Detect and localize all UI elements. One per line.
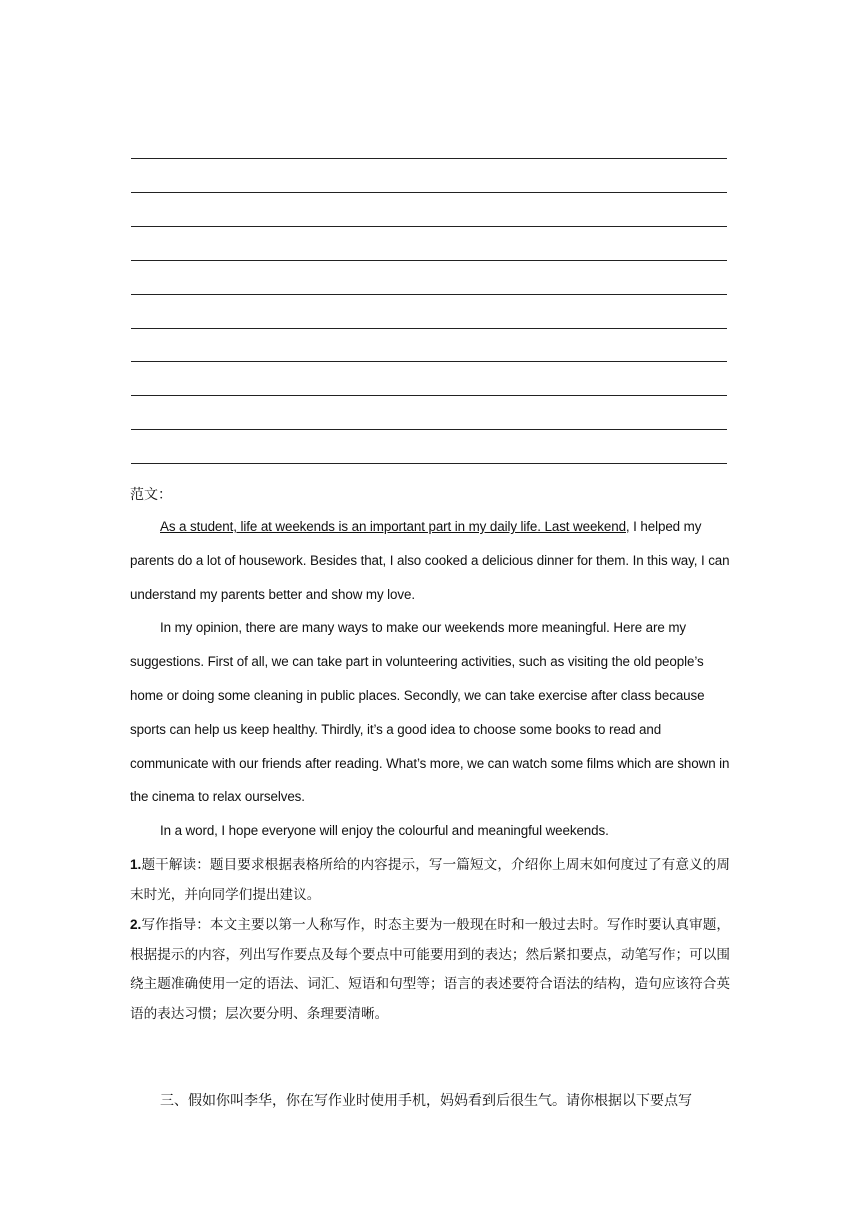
task-prompt: 三、假如你叫李华，你在写作业时使用手机，妈妈看到后很生气。请你根据以下要点写 (160, 1093, 692, 1109)
essay-paragraph-3: In a word, I hope everyone will enjoy the colourful and meaningful weekends. (160, 823, 609, 839)
essay-paragraph-1-rest: I helped my parents do a lot of housework. Besides that, I also cooked a delicious dinner for them. In this way, I can understand my parents better and show my love. (130, 519, 730, 602)
essay-paragraph-1 (130, 510, 730, 611)
note-2-number: 2. (130, 917, 142, 932)
answer-line (131, 192, 727, 193)
sample-essay-label: 范文： (130, 487, 172, 503)
essay-paragraph-2: In my opinion, there are many ways to make our weekends more meaningful. Here are my suggestions. First of all, we can take part in volunteering activities, such as visiting the old people’s home or doing some cleaning in public places. Secondly, we can take exercise after class because sports can help us keep healthy. Thirdly, it’s a good idea to choose some books to read and communicate with our friends after reading. What’s more, we can watch some films which are shown in the cinema to relax ourselves. (130, 620, 730, 805)
answer-line (131, 158, 727, 159)
answer-line (131, 395, 727, 396)
writing-notes (130, 850, 730, 1029)
answer-line (131, 328, 727, 329)
note-1 (130, 850, 730, 910)
note-2-text: 写作指导：本文主要以第一人称写作，时态主要为一般现在时和一般过去时。写作时要认真审题，根据提示的内容，列出写作要点及每个要点中可能要用到的表达；然后紧扣要点，动笔写作；可以围绕主题准确使用一定的语法、词汇、短语和句型等；语言的表述要符合语法的结构，造句应该符合英语的表达习惯；层次要分明、条理要清晰。 (130, 917, 730, 1022)
essay-underlined-sentence: As a student, life at weekends is an important part in my daily life. Last weekend, (160, 519, 630, 534)
answer-line (131, 226, 727, 227)
sample-essay (130, 510, 730, 848)
answer-line (131, 260, 727, 261)
note-2 (130, 910, 730, 1029)
answer-line (131, 294, 727, 295)
answer-line (131, 361, 727, 362)
note-1-text: 题干解读：题目要求根据表格所给的内容提示，写一篇短文，介绍你上周末如何度过了有意义的周末时光，并向同学们提出建议。 (130, 857, 730, 903)
answer-line (131, 429, 727, 430)
answer-line (131, 463, 727, 464)
note-1-number: 1. (130, 857, 142, 872)
